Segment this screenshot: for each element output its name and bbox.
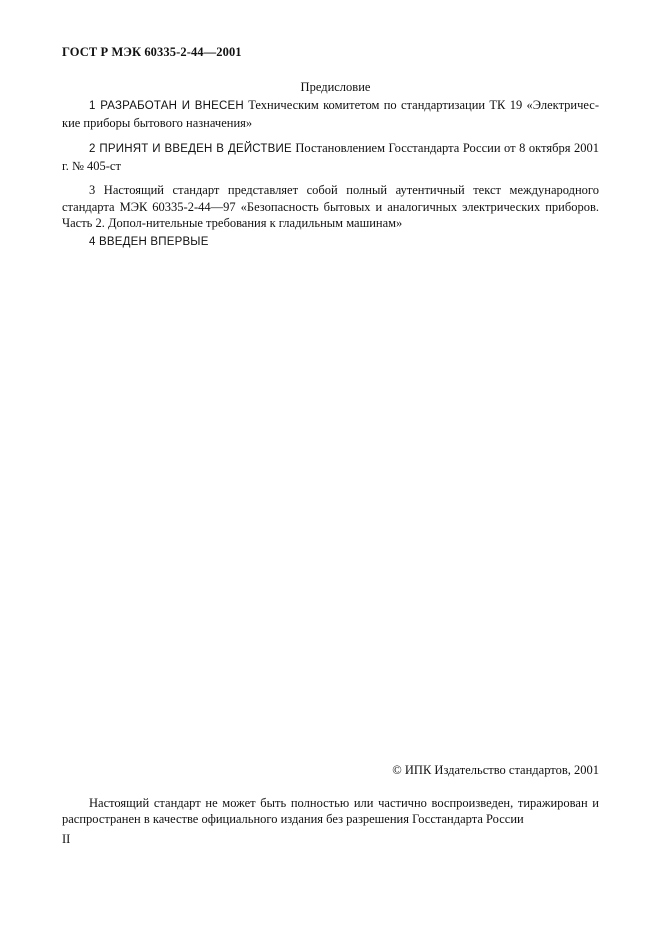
paragraph-3 [62,182,599,232]
reproduction-notice-text: Настоящий стандарт не может быть полностью или частично воспроизведен, тиражирован и распространен в качестве официального издания без разрешения Госстандарта России [62,796,599,826]
paragraph-4-lead: 4 ВВЕДЕН ВПЕРВЫЕ [89,236,209,248]
standard-code-header: ГОСТ Р МЭК 60335-2-44—2001 [62,45,242,59]
paragraph-4 [62,233,599,251]
paragraph-2-text: Постановлением Госстандарта России от 8 октября 2001 г. № 405-ст [62,141,600,173]
reproduction-notice [62,795,599,827]
paragraph-3-text: 3 Настоящий стандарт представляет собой полный аутентичный текст международного стандарта МЭК 60335-2-44—97 «Безопасность бытовых и аналогичных электрических приборов. Часть 2. Допол-нительные требования к гладильным машинам» [62,183,599,230]
page-number: II [62,832,71,846]
paragraph-1-lead: 1 РАЗРАБОТАН И ВНЕСЕН [89,100,244,112]
paragraph-2 [62,140,599,174]
paragraph-2-lead: 2 ПРИНЯТ И ВВЕДЕН В ДЕЙСТВИЕ [89,143,292,155]
section-title: Предисловие [300,80,371,94]
paragraph-1-text: Техническим комитетом по стандартизации ТК 19 «Электричес-кие приборы бытового назначения» [62,98,599,130]
paragraph-1 [62,97,599,131]
copyright-line: © ИПК Издательство стандартов, 2001 [392,763,599,777]
